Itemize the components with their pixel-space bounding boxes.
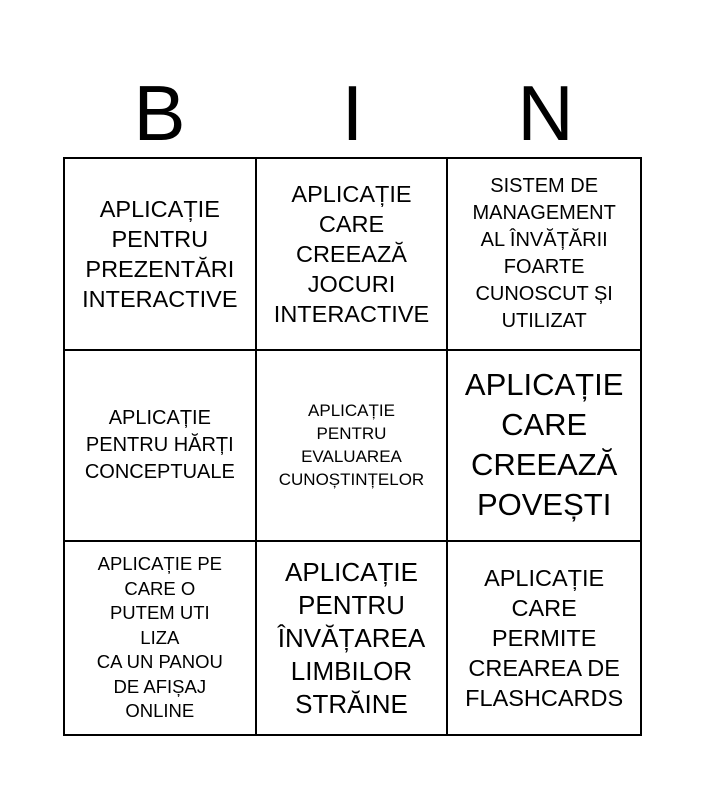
- header-letter-n: N: [517, 69, 574, 157]
- bingo-header: [63, 69, 642, 157]
- bingo-cell-8[interactable]: APLICAȚIE PENTRU ÎNVĂȚAREA LIMBILOR STRĂINE: [257, 542, 449, 734]
- bingo-board: [63, 157, 642, 736]
- bingo-cell-5[interactable]: APLICAȚIE PENTRU EVALUAREA CUNOȘTINȚELOR: [257, 351, 449, 543]
- header-letter-i: I: [341, 69, 364, 157]
- header-letter-b: B: [133, 69, 186, 157]
- bingo-cell-6[interactable]: APLICAȚIE CARE CREEAZĂ POVEȘTI: [448, 351, 640, 543]
- bingo-cell-1[interactable]: APLICAȚIE PENTRU PREZENTĂRI INTERACTIVE: [65, 159, 257, 351]
- bingo-cell-7[interactable]: APLICAȚIE PE CARE O PUTEM UTI LIZA CA UN PANOU DE AFIȘAJ ONLINE: [65, 542, 257, 734]
- bingo-cell-4[interactable]: APLICAȚIE PENTRU HĂRȚI CONCEPTUALE: [65, 351, 257, 543]
- bingo-cell-3[interactable]: SISTEM DE MANAGEMENT AL ÎNVĂȚĂRII FOARTE CUNOSCUT ȘI UTILIZAT: [448, 159, 640, 351]
- bingo-cell-9[interactable]: APLICAȚIE CARE PERMITE CREAREA DE FLASHCARDS: [465, 565, 624, 712]
- bingo-cell-2[interactable]: APLICAȚIE CARE CREEAZĂ JOCURI INTERACTIVE: [257, 159, 449, 351]
